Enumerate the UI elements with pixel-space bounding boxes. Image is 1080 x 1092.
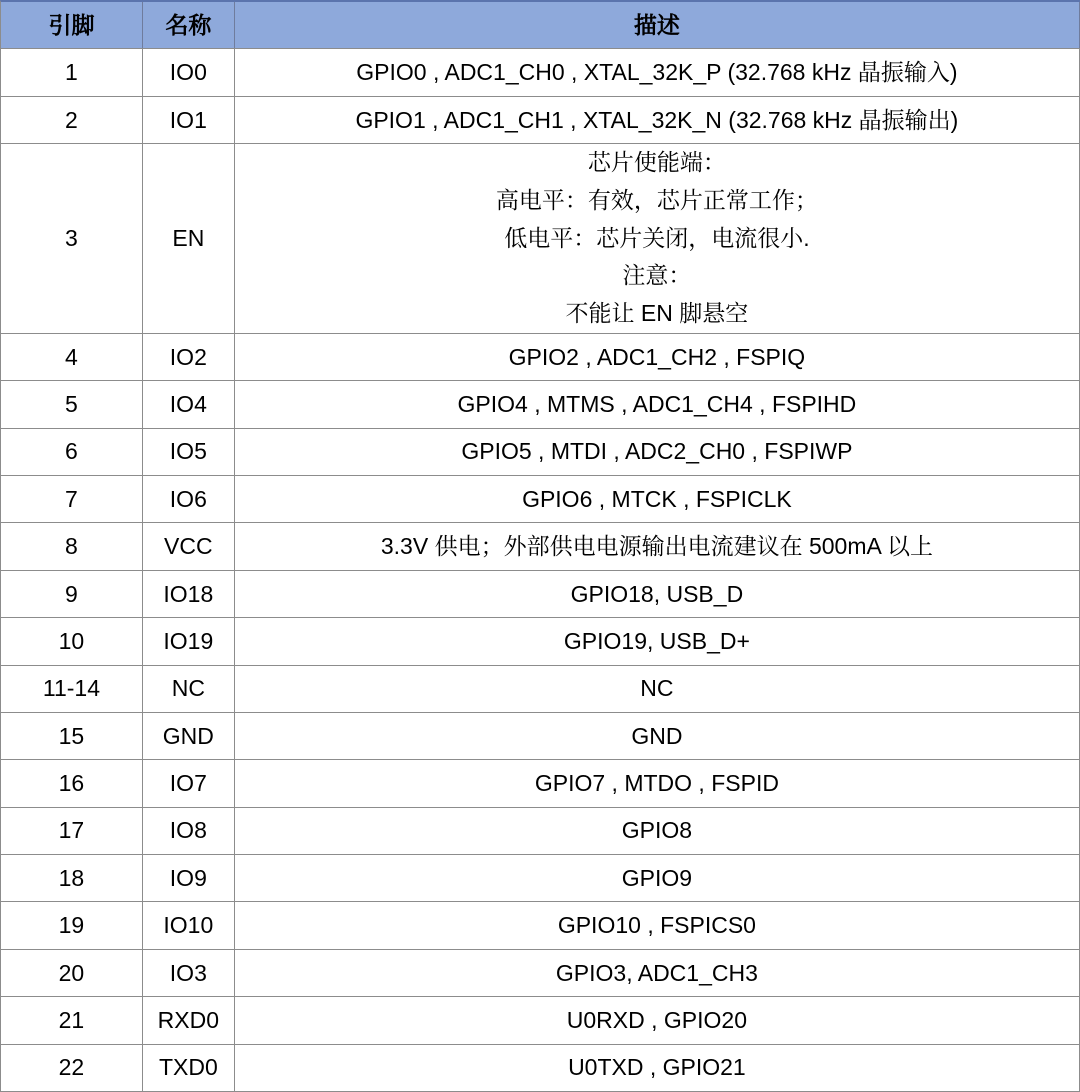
table-row [1, 760, 1080, 807]
pin-name-cell: IO10 [143, 902, 235, 948]
table-row [1, 429, 1080, 476]
header-pin-column: 引脚 [1, 2, 143, 48]
table-row [1, 523, 1080, 570]
pin-name-cell: IO19 [143, 618, 235, 664]
pin-number-cell: 11-14 [1, 666, 143, 712]
table-row [1, 49, 1080, 96]
table-row [1, 334, 1080, 381]
pin-desc-cell: 3.3V 供电；外部供电电源输出电流建议在 500mA 以上 [235, 523, 1080, 569]
pin-number-cell: 20 [1, 950, 143, 996]
pin-name-cell: NC [143, 666, 235, 712]
pin-number-cell: 15 [1, 713, 143, 759]
pin-desc-cell: GPIO4 , MTMS , ADC1_CH4 , FSPIHD [235, 381, 1080, 427]
table-row [1, 666, 1080, 713]
table-row [1, 808, 1080, 855]
table-row [1, 855, 1080, 902]
table-body [1, 49, 1080, 1092]
pin-name-cell: IO4 [143, 381, 235, 427]
pin-desc-cell: GPIO2 , ADC1_CH2 , FSPIQ [235, 334, 1080, 380]
pin-name-cell: IO2 [143, 334, 235, 380]
pin-name-cell: IO8 [143, 808, 235, 854]
pin-name-cell: RXD0 [143, 997, 235, 1043]
table-row [1, 950, 1080, 997]
pin-name-cell: TXD0 [143, 1045, 235, 1091]
pin-number-cell: 1 [1, 49, 143, 95]
pin-number-cell: 4 [1, 334, 143, 380]
pin-desc-cell: GND [235, 713, 1080, 759]
pin-name-cell: GND [143, 713, 235, 759]
pin-desc-cell: U0RXD , GPIO20 [235, 997, 1080, 1043]
pin-number-cell: 17 [1, 808, 143, 854]
pin-number-cell: 19 [1, 902, 143, 948]
pin-desc-cell: GPIO5 , MTDI , ADC2_CH0 , FSPIWP [235, 429, 1080, 475]
table-row [1, 381, 1080, 428]
pin-desc-cell: GPIO10 , FSPICS0 [235, 902, 1080, 948]
pin-desc-cell: GPIO18, USB_D [235, 571, 1080, 617]
pin-desc-cell: GPIO3, ADC1_CH3 [235, 950, 1080, 996]
table-row [1, 144, 1080, 334]
table-row [1, 476, 1080, 523]
pin-desc-cell: GPIO19, USB_D+ [235, 618, 1080, 664]
pin-name-cell: VCC [143, 523, 235, 569]
table-row [1, 97, 1080, 144]
pin-number-cell: 18 [1, 855, 143, 901]
pin-desc-cell: GPIO9 [235, 855, 1080, 901]
pin-name-cell: IO0 [143, 49, 235, 95]
table-row [1, 1045, 1080, 1092]
pin-desc-cell: GPIO6 , MTCK , FSPICLK [235, 476, 1080, 522]
pin-number-cell: 3 [1, 144, 143, 333]
pin-number-cell: 16 [1, 760, 143, 806]
pin-desc-cell: 芯片使能端： 高电平：有效，芯片正常工作； 低电平：芯片关闭，电流很小. 注意： 不能让 EN 脚悬空 [235, 144, 1080, 333]
pin-name-cell: EN [143, 144, 235, 333]
pin-number-cell: 6 [1, 429, 143, 475]
pin-name-cell: IO18 [143, 571, 235, 617]
table-row [1, 713, 1080, 760]
pin-number-cell: 2 [1, 97, 143, 143]
table-row [1, 997, 1080, 1044]
pin-number-cell: 9 [1, 571, 143, 617]
pin-number-cell: 8 [1, 523, 143, 569]
pin-desc-cell: GPIO1 , ADC1_CH1 , XTAL_32K_N (32.768 kHz 晶振输出) [235, 97, 1080, 143]
pin-desc-cell: GPIO0 , ADC1_CH0 , XTAL_32K_P (32.768 kHz 晶振输入) [235, 49, 1080, 95]
pin-name-cell: IO9 [143, 855, 235, 901]
table-row [1, 571, 1080, 618]
pin-number-cell: 10 [1, 618, 143, 664]
table-header-row [1, 2, 1080, 49]
pin-name-cell: IO6 [143, 476, 235, 522]
pin-desc-cell: U0TXD , GPIO21 [235, 1045, 1080, 1091]
table-row [1, 902, 1080, 949]
pin-name-cell: IO3 [143, 950, 235, 996]
pin-number-cell: 22 [1, 1045, 143, 1091]
header-name-column: 名称 [143, 2, 235, 48]
pin-number-cell: 5 [1, 381, 143, 427]
pin-desc-cell: GPIO7 , MTDO , FSPID [235, 760, 1080, 806]
pin-number-cell: 7 [1, 476, 143, 522]
pin-desc-cell: GPIO8 [235, 808, 1080, 854]
pin-number-cell: 21 [1, 997, 143, 1043]
header-desc-column: 描述 [235, 2, 1080, 48]
pin-name-cell: IO1 [143, 97, 235, 143]
pin-desc-cell: NC [235, 666, 1080, 712]
pin-name-cell: IO7 [143, 760, 235, 806]
pin-name-cell: IO5 [143, 429, 235, 475]
table-row [1, 618, 1080, 665]
